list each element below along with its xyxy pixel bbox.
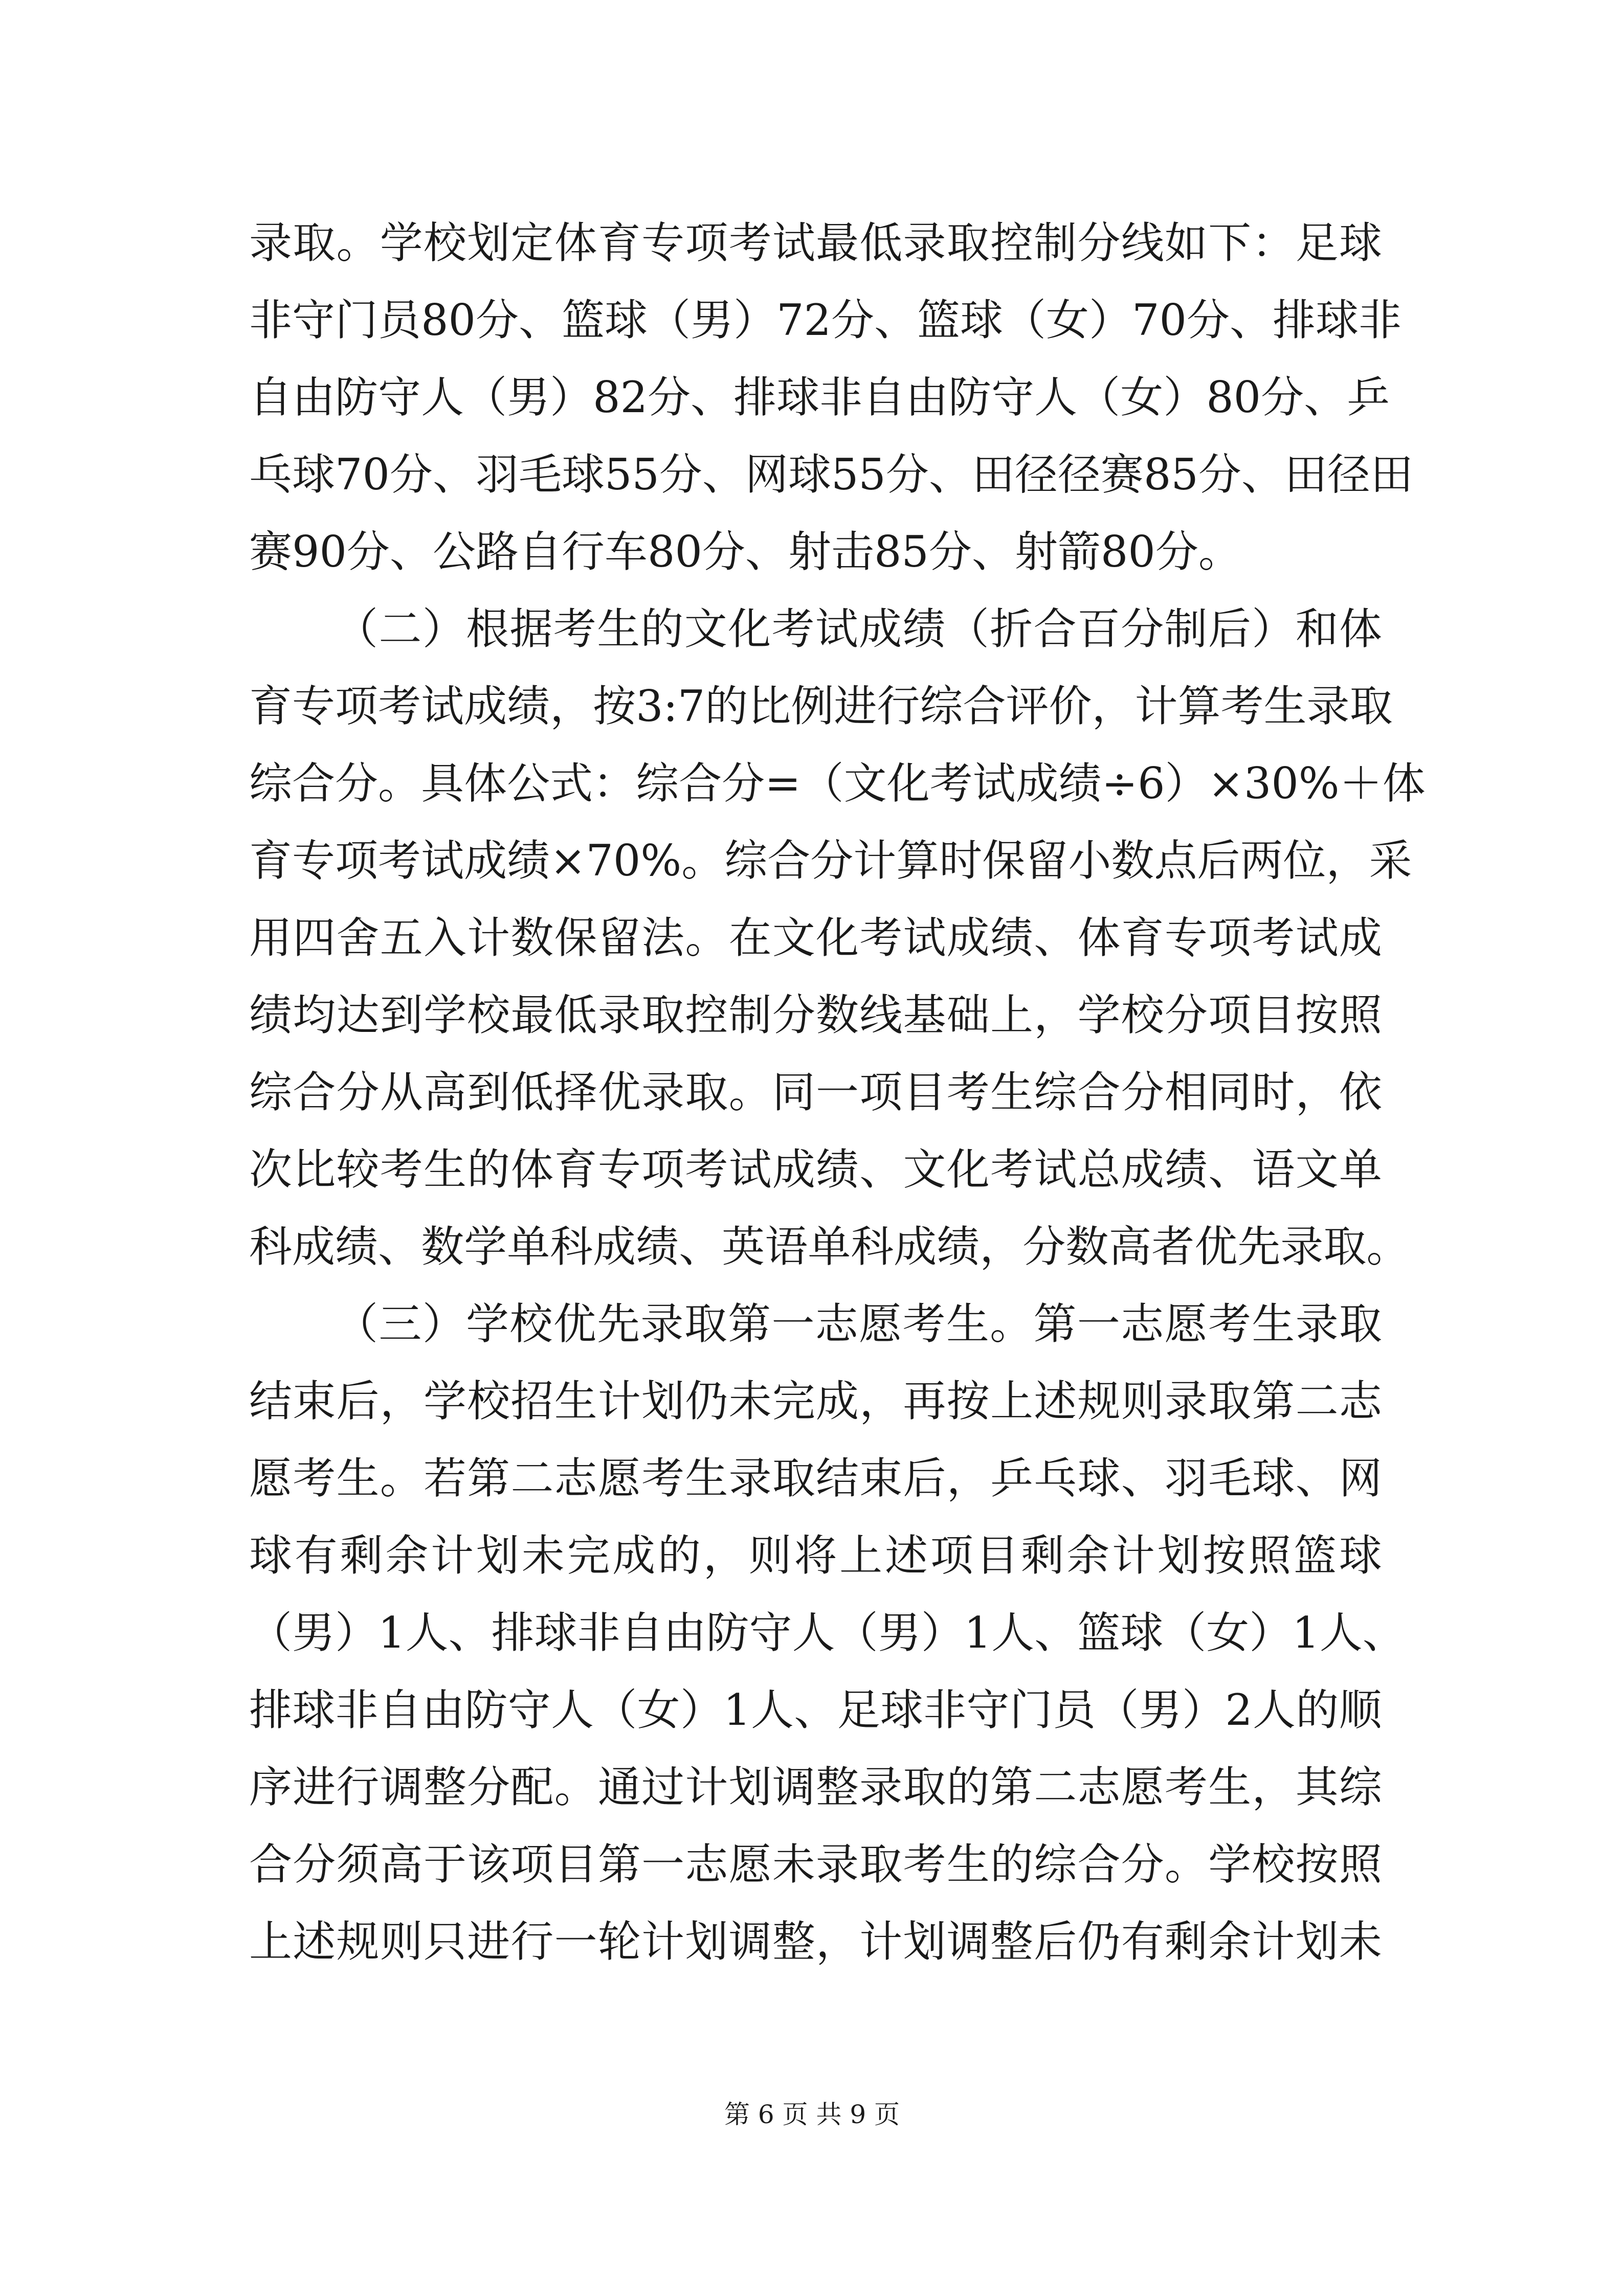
- text-line: 绩 均 达 到 学 校 最 低 录 取 控 制 分 数 线 基 础 上 ， 学 校 分 项 目 按 照: [249, 990, 1382, 1040]
- text-line: （ 二 ） 根 据 考 生 的 文 化 考 试 成 绩 （ 折 合 百 分 制 后 ） 和 体: [335, 604, 1382, 654]
- text-line: 上 述 规 则 只 进 行 一 轮 计 划 调 整 ， 计 划 调 整 后 仍 有 剩 余 计 划 未: [249, 1917, 1382, 1967]
- text-line: （ 男 ） 1 人 、 排 球 非 自 由 防 守 人 （ 男 ） 1 人 、 篮 球 （ 女 ） 1 人 、: [249, 1608, 1406, 1658]
- text-line: 综 合 分 。 具 体 公 式 ： 综 合 分 = （ 文 化 考 试 成 绩 ÷6 ） ×30% ＋ 体: [249, 758, 1426, 808]
- text-line: 次 比 较 考 生 的 体 育 专 项 考 试 成 绩 、 文 化 考 试 总 成 绩 、 语 文 单: [249, 1144, 1382, 1195]
- text-line: 录 取 。 学 校 划 定 体 育 专 项 考 试 最 低 录 取 控 制 分 线 如 下 ： 足 球: [249, 218, 1382, 268]
- text-line: 非 守 门 员 80 分 、 篮 球 （ 男 ） 72 分 、 篮 球 （ 女 ） 70 分 、 排 球 非: [249, 295, 1402, 345]
- text-line: （ 三 ） 学 校 优 先 录 取 第 一 志 愿 考 生 。 第 一 志 愿 考 生 录 取: [335, 1299, 1382, 1349]
- text-line: 序 进 行 调 整 分 配 。 通 过 计 划 调 整 录 取 的 第 二 志 愿 考 生 ， 其 综: [249, 1762, 1382, 1812]
- text-line: 科 成 绩 、 数 学 单 科 成 绩 、 英 语 单 科 成 绩 ， 分 数 高 者 优 先 录 取 。: [249, 1222, 1410, 1272]
- page-number-footer: 第 6 页 共 9 页: [724, 2100, 900, 2129]
- text-line: 球 有 剩 余 计 划 未 完 成 的 ， 则 将 上 述 项 目 剩 余 计 划 按 照 篮 球: [249, 1530, 1382, 1581]
- text-line: 用 四 舍 五 入 计 数 保 留 法 。 在 文 化 考 试 成 绩 、 体 育 专 项 考 试 成: [249, 913, 1382, 963]
- text-line: 排 球 非 自 由 防 守 人 （ 女 ） 1 人 、 足 球 非 守 门 员 （ 男 ） 2 人 的 顺: [249, 1685, 1382, 1735]
- text-line: 合 分 须 高 于 该 项 目 第 一 志 愿 未 录 取 考 生 的 综 合 分 。 学 校 按 照: [249, 1839, 1382, 1889]
- text-line: 赛 90 分 、 公 路 自 行 车 80 分 、 射 击 85 分 、 射 箭 80 分 。: [249, 527, 1241, 577]
- text-line: 愿 考 生 。 若 第 二 志 愿 考 生 录 取 结 束 后 ， 乒 乓 球 、 羽 毛 球 、 网: [249, 1453, 1382, 1503]
- text-line: 乓 球 70 分 、 羽 毛 球 55 分 、 网 球 55 分 、 田 径 径 赛 85 分 、 田 径 田: [249, 449, 1413, 500]
- document-body: [249, 205, 1426, 1980]
- text-line: 综 合 分 从 高 到 低 择 优 录 取 。 同 一 项 目 考 生 综 合 分 相 同 时 ， 依: [249, 1067, 1382, 1117]
- text-line: 结 束 后 ， 学 校 招 生 计 划 仍 未 完 成 ， 再 按 上 述 规 则 录 取 第 二 志: [249, 1376, 1382, 1426]
- text-line: 育 专 项 考 试 成 绩 ， 按 3:7 的 比 例 进 行 综 合 评 价 ， 计 算 考 生 录 取: [249, 681, 1393, 731]
- text-line: 自 由 防 守 人 （ 男 ） 82 分 、 排 球 非 自 由 防 守 人 （ 女 ） 80 分 、 乒: [249, 372, 1390, 422]
- text-line: 育 专 项 考 试 成 绩 ×70% 。 综 合 分 计 算 时 保 留 小 数 点 后 两 位 ， 采: [249, 836, 1412, 886]
